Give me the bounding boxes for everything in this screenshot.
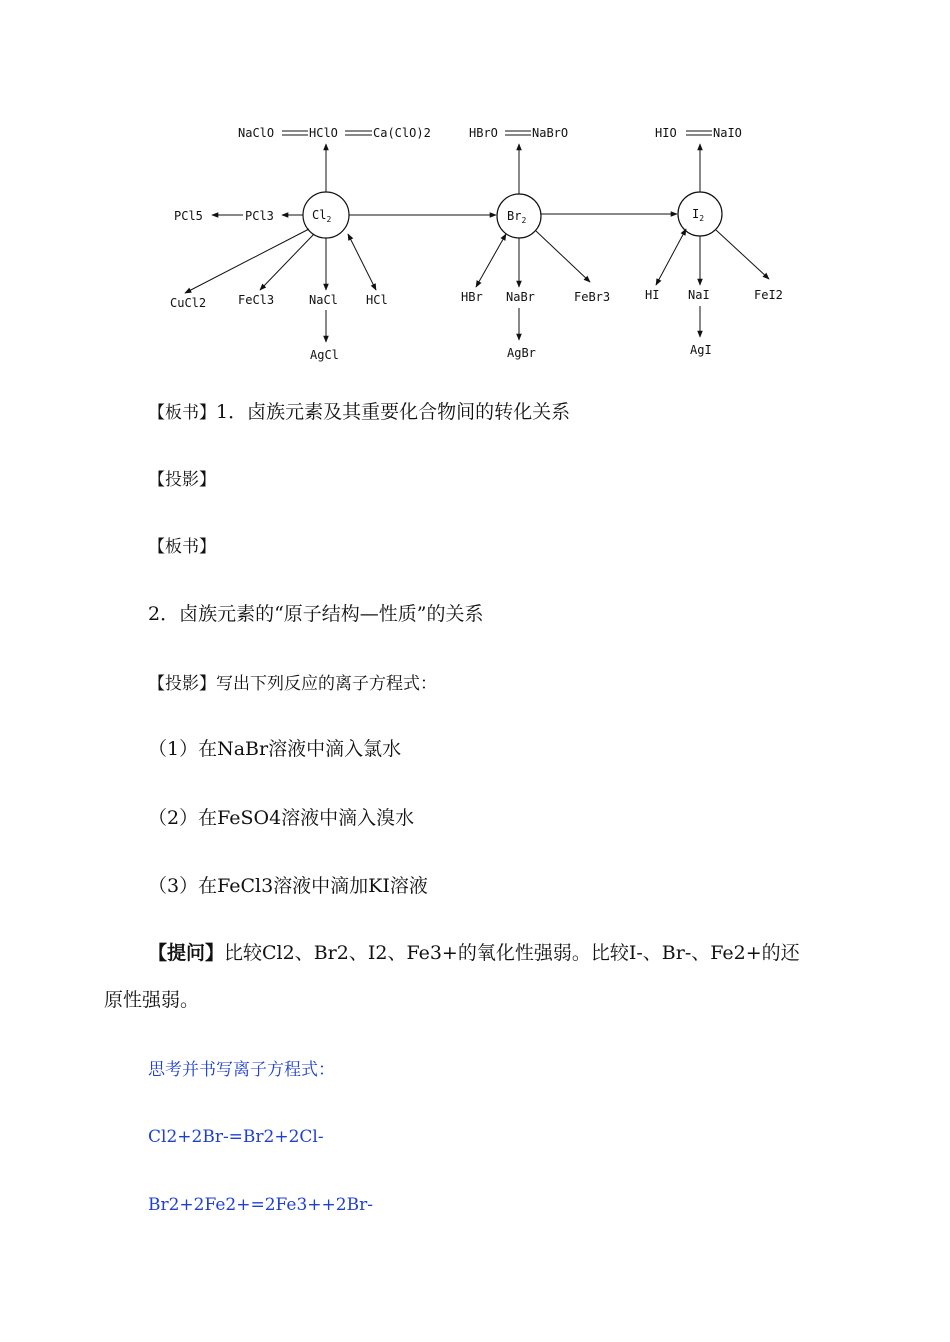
board-heading-1: 【板书】1．卤族元素及其重要化合物间的转化关系 <box>148 401 571 423</box>
pcl3-label: PCl3 <box>245 209 274 223</box>
pcl5-label: PCl5 <box>174 209 203 223</box>
naclo-label: NaClO <box>238 126 275 140</box>
board-tag-2: 【板书】 <box>148 537 216 557</box>
projection-tag-1: 【投影】 <box>148 470 216 490</box>
hclo-label: HClO <box>309 126 338 140</box>
fecl3-label: FeCl3 <box>238 293 275 307</box>
cl-group <box>170 126 431 362</box>
br-group <box>461 126 610 360</box>
hbro-label: HBrO <box>469 126 498 140</box>
agcl-label: AgCl <box>310 348 339 362</box>
fei2-label: FeI2 <box>754 288 783 302</box>
hio-label: HIO <box>655 126 677 140</box>
i-group <box>645 126 783 357</box>
hbr-label: HBr <box>461 290 483 304</box>
projection-instruction: 【投影】写出下列反应的离子方程式： <box>148 674 437 694</box>
hi-label: HI <box>645 288 660 302</box>
halogen-conversion-diagram <box>0 0 950 380</box>
hcl-label: HCl <box>366 293 388 307</box>
i2-label: $I_2$ <box>692 207 705 223</box>
reaction-item-1: （1）在NaBr溶液中滴入氯水 <box>148 738 402 760</box>
cucl2-label: CuCl2 <box>170 296 207 310</box>
nai-label: NaI <box>688 288 710 302</box>
febr3-label: FeBr3 <box>574 290 611 304</box>
caclo2-label: Ca(ClO)2 <box>373 126 431 140</box>
nabr-label: NaBr <box>506 290 535 304</box>
nabro-label: NaBrO <box>532 126 569 140</box>
br2-label: $Br_2$ <box>507 209 527 225</box>
question-line-1: 【提问】比较Cl2、Br2、I2、Fe3+的氧化性强弱。比较I-、Br-、Fe2+的还 <box>148 942 800 964</box>
cl2-label: $Cl_2$ <box>312 208 332 224</box>
equation-1: Cl2+2Br-=Br2+2Cl- <box>148 1127 324 1147</box>
naio-label: NaIO <box>713 126 742 140</box>
agi-label: AgI <box>690 343 712 357</box>
think-prompt: 思考并书写离子方程式： <box>148 1060 335 1080</box>
question-line-2: 原性强弱。 <box>104 989 200 1011</box>
agbr-label: AgBr <box>507 346 536 360</box>
reaction-item-2: （2）在FeSO4溶液中滴入溴水 <box>148 807 415 829</box>
reaction-item-3: （3）在FeCl3溶液中滴加KI溶液 <box>148 875 428 897</box>
equation-2: Br2+2Fe2+=2Fe3++2Br- <box>148 1195 373 1215</box>
nacl-label: NaCl <box>309 293 338 307</box>
section-heading-2: 2．卤族元素的“原子结构—性质”的关系 <box>148 603 484 625</box>
